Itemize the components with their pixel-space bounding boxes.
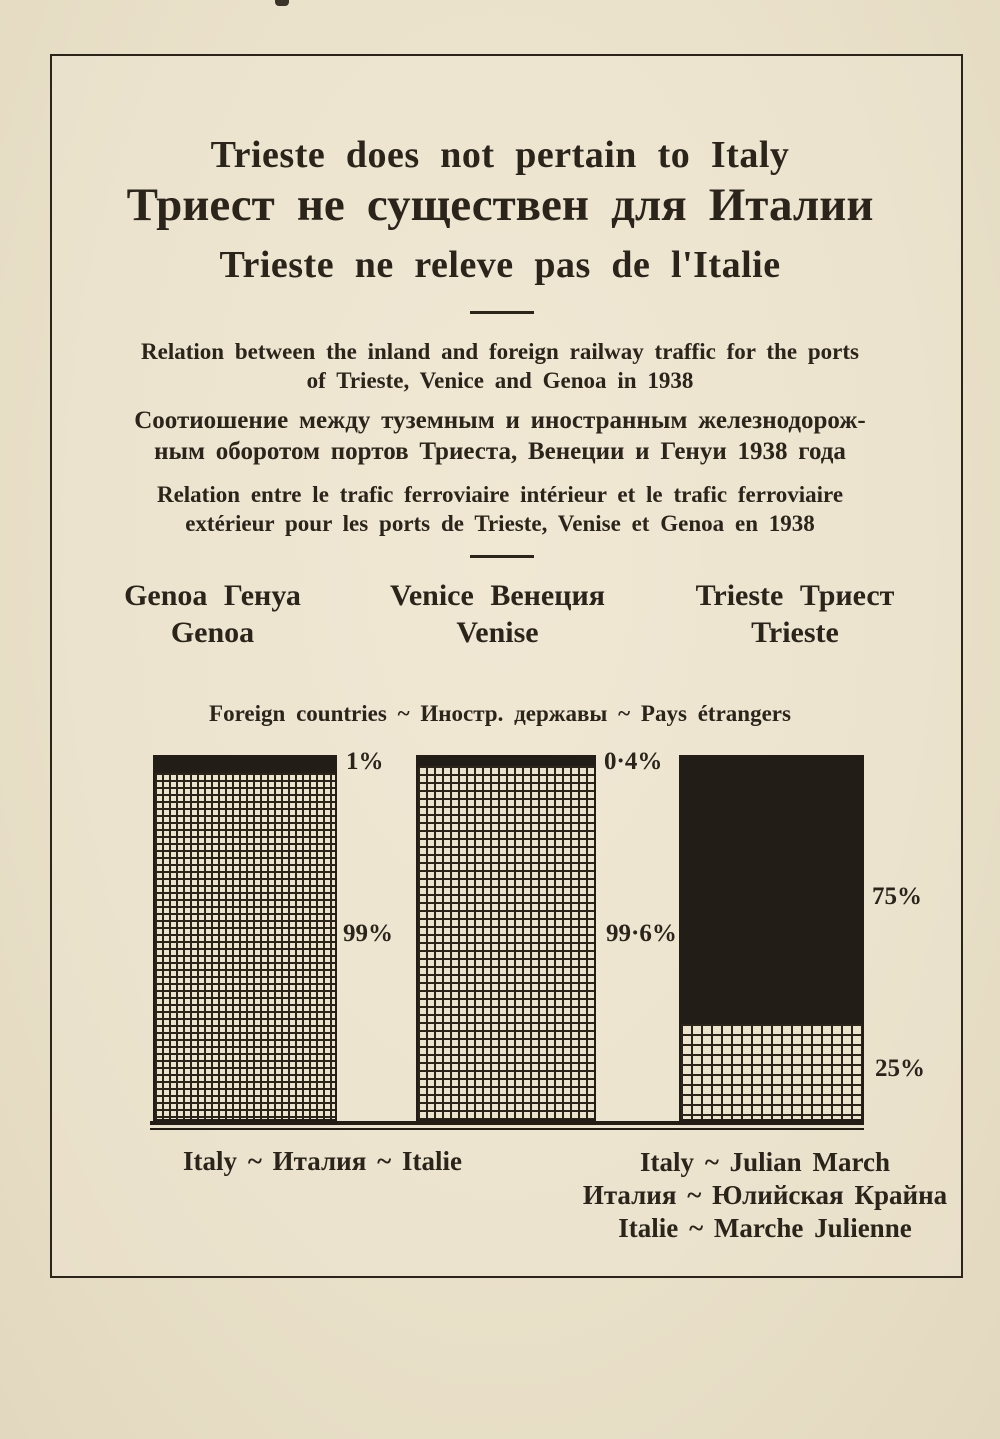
- footer-label-italy: Italy ~ Италия ~ Italie: [183, 1146, 462, 1176]
- value-label-trieste-inland: 25%: [875, 1055, 925, 1082]
- subtitle-russian: [0, 405, 1000, 467]
- column-header-trieste-line2: Trieste: [751, 616, 839, 649]
- value-label-genoa-inland: 99%: [343, 920, 393, 947]
- bar-genoa-inland-segment: [153, 771, 337, 1121]
- bar-trieste: [679, 755, 864, 1121]
- column-header-trieste-line1: Trieste Триест: [695, 579, 895, 612]
- bar-genoa-foreign-segment: [153, 755, 337, 771]
- value-label-venice-foreign: 0·4%: [604, 748, 663, 775]
- title-russian: Триест не существен для Италии: [126, 179, 874, 231]
- column-header-venice: [355, 577, 640, 651]
- subtitle-russian-line2: ным оборотом портов Триеста, Венеции и Генуи 1938 года: [154, 438, 846, 465]
- value-label-venice-inland: 99·6%: [606, 920, 677, 947]
- column-header-genoa-line1: Genoa Генуа: [124, 579, 301, 612]
- column-header-trieste: [650, 577, 940, 651]
- subtitle-french: [0, 480, 1000, 538]
- bar-trieste-inland-segment: [679, 1022, 864, 1121]
- bar-genoa: [153, 755, 337, 1121]
- legend-foreign-countries: Foreign countries ~ Иностр. державы ~ Pays étrangers: [209, 701, 791, 726]
- title-english: Trieste does not pertain to Italy: [210, 134, 790, 176]
- footer-right-line1: Italy ~ Julian March: [640, 1147, 890, 1177]
- subtitle-russian-line1: Соотиошение между туземным и иностранным железнодорож-: [134, 407, 866, 434]
- bar-venice: [416, 755, 596, 1121]
- subtitle-french-line2: extérieur pour les ports de Trieste, Venise et Genoa en 1938: [185, 511, 815, 536]
- footer-right-line2: Италия ~ Юлийская Крайна: [582, 1180, 948, 1210]
- column-header-genoa-line2: Genoa: [170, 616, 255, 649]
- bar-venice-foreign-segment: [416, 755, 596, 764]
- value-label-trieste-foreign: 75%: [872, 883, 922, 910]
- divider-top: [470, 311, 534, 314]
- footer-right-line3: Italie ~ Marche Julienne: [618, 1213, 912, 1243]
- chart-baseline: [150, 1121, 864, 1130]
- value-label-genoa-foreign: 1%: [346, 748, 384, 775]
- subtitle-french-line1: Relation entre le trafic ferroviaire intérieur et le trafic ferroviaire: [156, 482, 844, 507]
- subtitle-english-line1: Relation between the inland and foreign railway traffic for the ports: [141, 339, 859, 364]
- divider-middle: [470, 555, 534, 558]
- bar-trieste-foreign-segment: [679, 755, 864, 1022]
- column-header-venice-line2: Venise: [456, 616, 539, 649]
- title-french: Trieste ne releve pas de l'Italie: [219, 244, 781, 286]
- column-header-genoa: [95, 577, 330, 651]
- subtitle-english-line2: of Trieste, Venice and Genoa in 1938: [306, 368, 694, 393]
- bar-venice-inland-segment: [416, 764, 596, 1121]
- column-header-venice-line1: Venice Венеция: [389, 579, 606, 612]
- footer-label-italy-julian-march: [565, 1146, 965, 1245]
- paper-blemish: [275, 0, 289, 6]
- subtitle-english: [0, 337, 1000, 395]
